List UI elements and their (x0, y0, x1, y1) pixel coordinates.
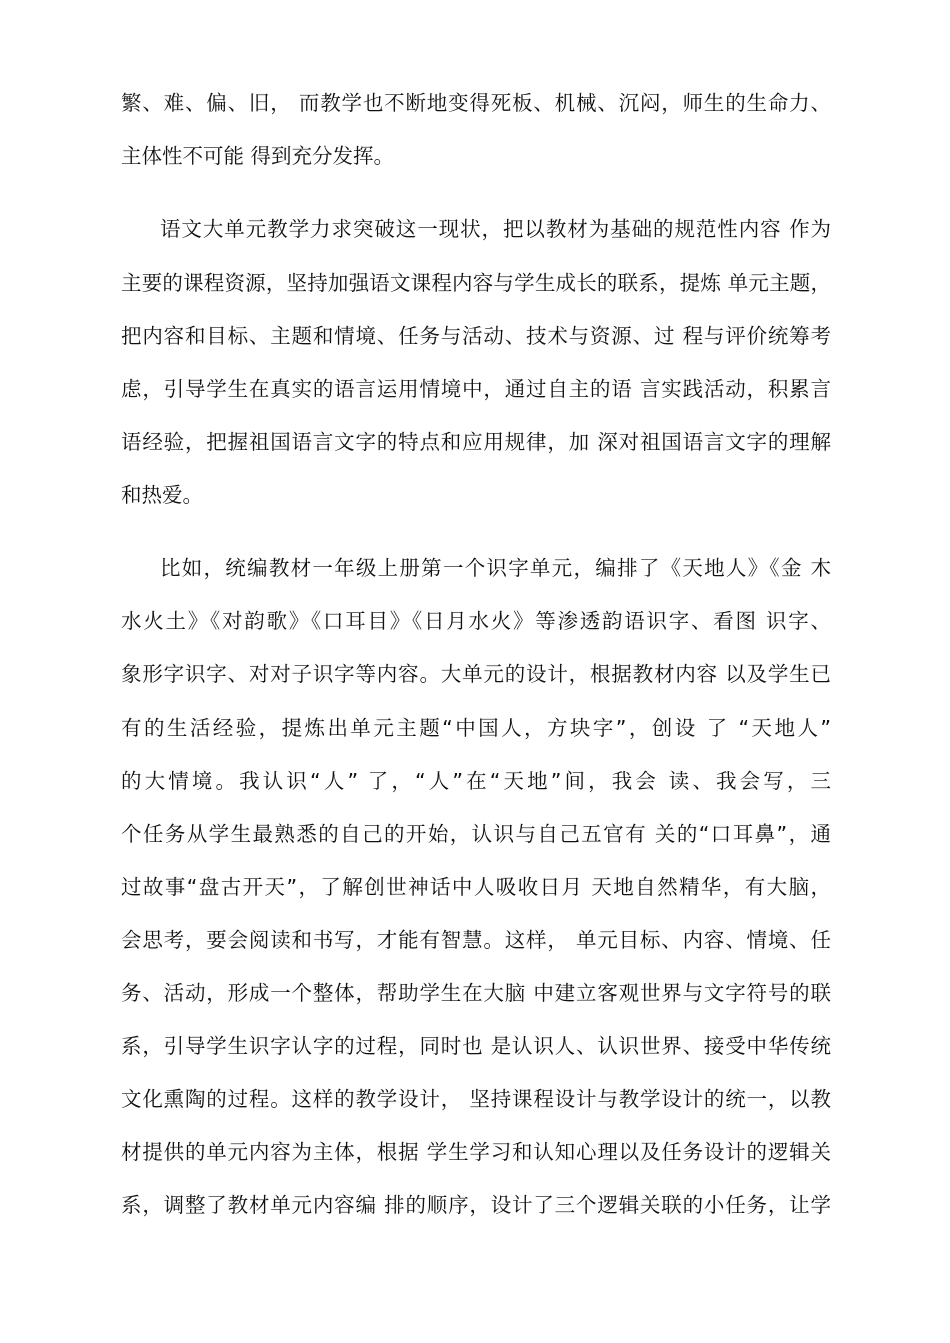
text-line: 个任务从学生最熟悉的自己的开始，认识与自己五官有 关的“口耳鼻”，通 (121, 822, 831, 846)
text-line: 语文大单元教学力求突破这一现状，把以教材为基础的规范性内容 作为 (160, 217, 831, 241)
text-line: 主要的课程资源，坚持加强语文课程内容与学生成长的联系，提炼 单元主题， (121, 271, 831, 295)
text-line: 比如，统编教材一年级上册第一个识字单元，编排了《天地人》《金 木 (160, 556, 831, 580)
text-line: 系，调整了教材单元内容编 排的顺序，设计了三个逻辑关联的小任务，让学 (121, 1193, 831, 1217)
text-line: 主体性不可能 得到充分发挥。 (121, 144, 395, 168)
text-line: 过故事“盘古开天”，了解创世神话中人吸收日月 天地自然精华，有大脑， (121, 875, 831, 899)
text-line: 的大情境。我认识“人” 了，“人”在“天地”间，我会 读、我会写，三 (121, 769, 831, 793)
text-line: 象形字识字、对对子识字等内容。大单元的设计，根据教材内容 以及学生已 (121, 662, 831, 686)
text-line: 繁、难、偏、旧， 而教学也不断地变得死板、机械、沉闷，师生的生命力、 (121, 91, 831, 115)
text-line: 务、活动，形成一个整体，帮助学生在大脑 中建立客观世界与文字符号的联 (121, 981, 831, 1005)
text-line: 和热爱。 (121, 483, 203, 507)
text-line: 水火土》《对韵歌》《口耳目》《日月水火》等渗透韵语识字、看图 识字、 (121, 609, 831, 633)
text-line: 有的生活经验，提炼出单元主题“中国人，方块字”，创设 了 “天地人” (121, 716, 831, 740)
text-line: 文化熏陶的过程。这样的教学设计， 坚持课程设计与教学设计的统一，以教 (121, 1087, 831, 1111)
text-line: 系，引导学生识字认字的过程，同时也 是认识人、认识世界、接受中华传统 (121, 1034, 831, 1058)
text-line: 会思考，要会阅读和书写，才能有智慧。这样， 单元目标、内容、情境、任 (121, 928, 831, 952)
text-line: 语经验，把握祖国语言文字的特点和应用规律，加 深对祖国语言文字的理解 (121, 430, 831, 454)
text-line: 把内容和目标、主题和情境、任务与活动、技术与资源、过 程与评价统筹考 (121, 324, 831, 348)
text-line: 材提供的单元内容为主体，根据 学生学习和认知心理以及任务设计的逻辑关 (121, 1140, 831, 1164)
text-line: 虑，引导学生在真实的语言运用情境中，通过自主的语 言实践活动，积累言 (121, 377, 831, 401)
